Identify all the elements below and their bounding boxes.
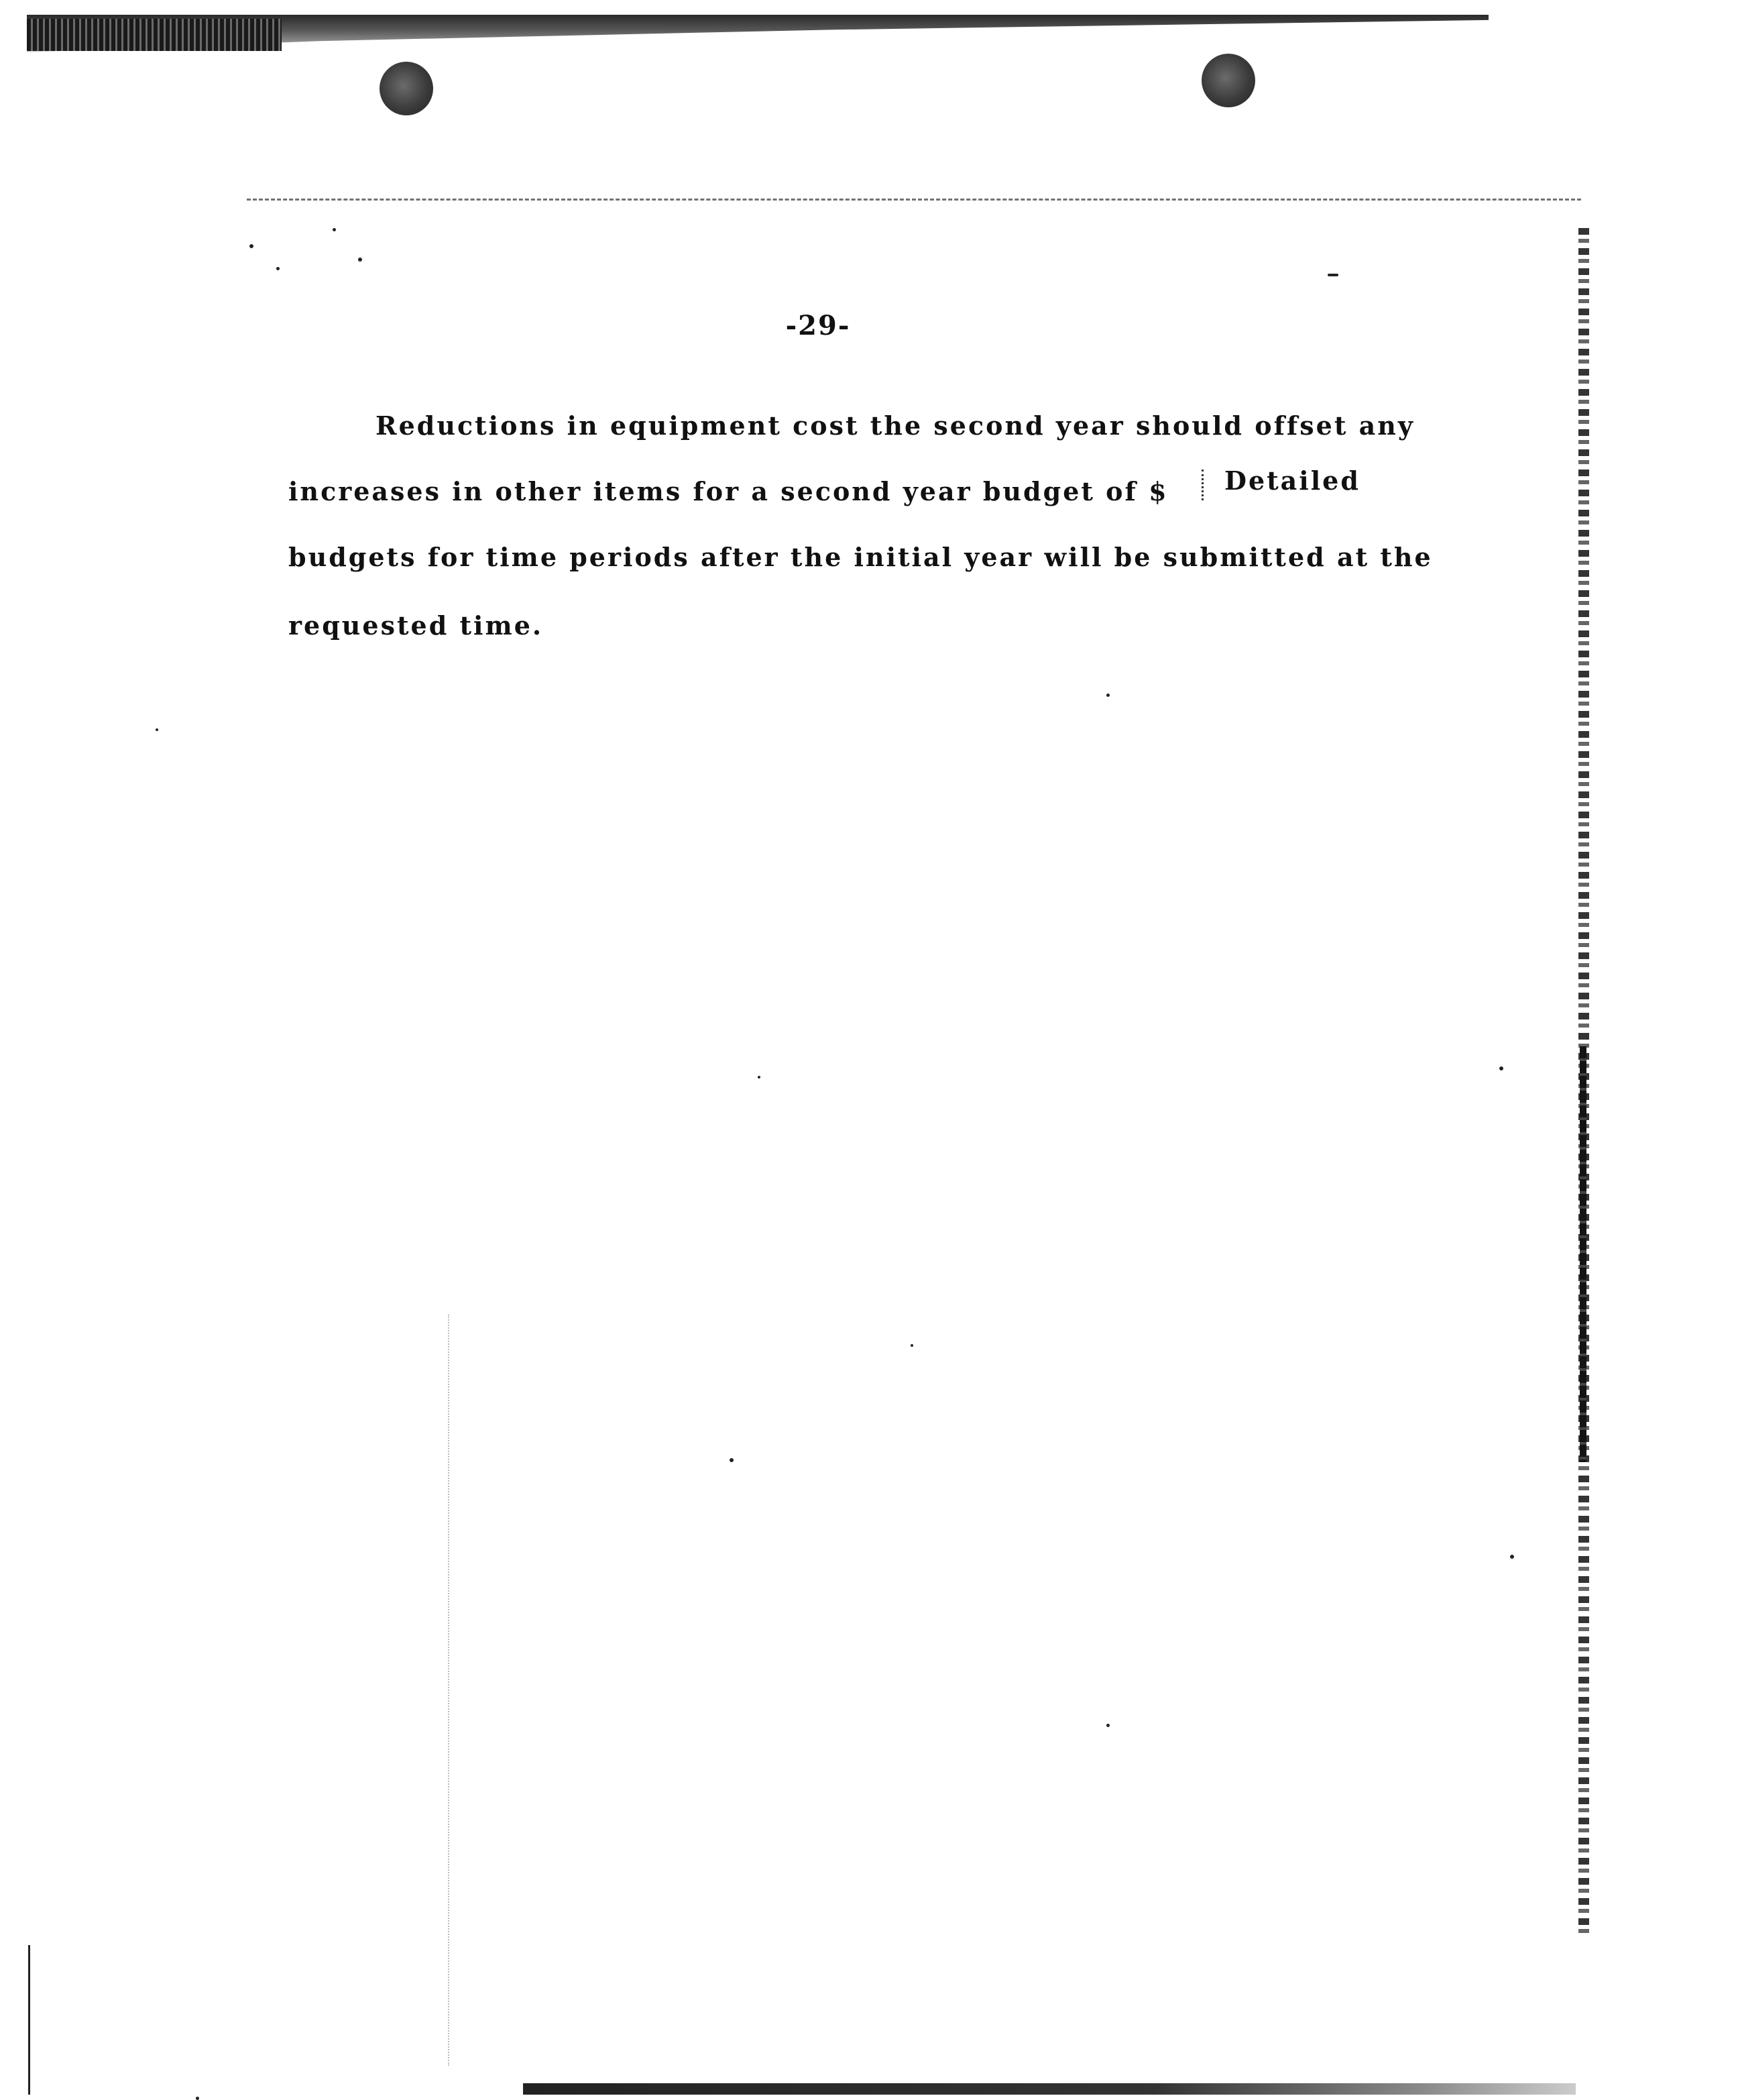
scan-faint-vertical-line [448,1315,449,2066]
scan-dashed-rule [247,199,1581,201]
scan-speck [276,267,280,270]
punch-hole-right [1202,54,1255,107]
paragraph-line-1: Reductions in equipment cost the second year should offset any [375,410,1415,441]
scan-speck [1106,1724,1110,1727]
scan-edge-band-bottom [523,2083,1576,2095]
scan-speck [1106,694,1110,697]
paragraph-line-2-continued: Detailed [1224,465,1360,496]
scan-speck [358,258,362,262]
handwritten-bracket-mark [1202,469,1204,500]
scan-edge-band-top-dark [27,19,282,51]
paragraph-line-4: requested time. [288,610,544,641]
scan-speck [1499,1066,1503,1070]
scan-speck [730,1458,734,1462]
paragraph-line-2: increases in other items for a second year budget of $ [288,476,1169,506]
page-number: -29- [785,310,851,341]
scan-speck [911,1344,913,1347]
scan-speck [333,228,336,231]
scan-speck [196,2097,199,2100]
scan-speck [1328,274,1338,276]
scan-speck [1510,1555,1514,1559]
scan-speck [758,1076,760,1079]
paragraph-line-3: budgets for time periods after the initial year will be submitted at the [288,542,1433,572]
scan-speck [156,728,158,731]
scan-right-edge-dark-segment [1580,1046,1586,1462]
punch-hole-left [380,62,433,115]
scan-left-edge-line [28,1945,30,2095]
scan-speck [249,244,253,248]
